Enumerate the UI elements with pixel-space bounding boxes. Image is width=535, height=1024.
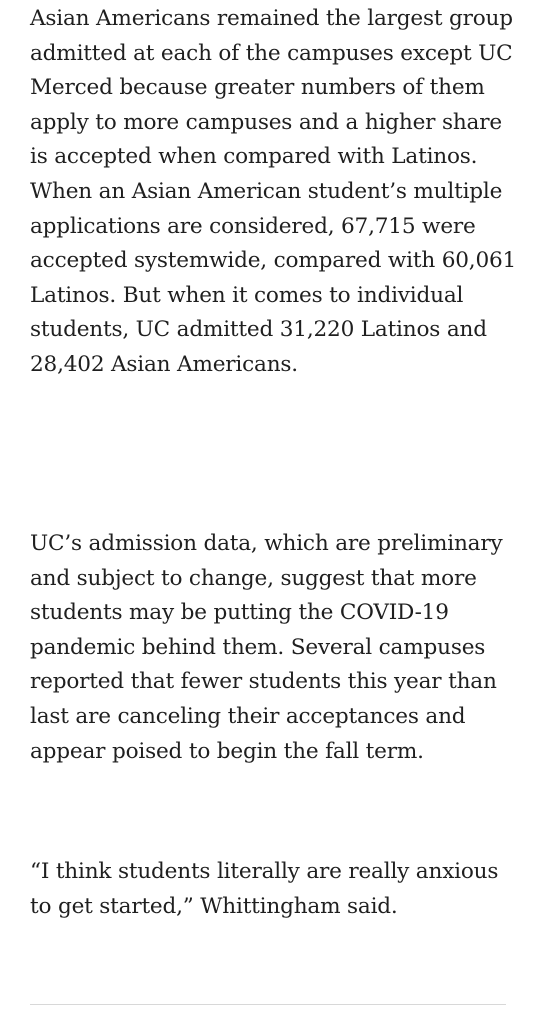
article-paragraph: UC’s admission data, which are preliminary and subject to change, suggest that more students may be putting the COVID-19 pandemic behind them. Several campuses reported that fewer students this year than last are canceling their acceptances and appear poised to begin the fall term. xyxy=(30,531,503,764)
article-paragraph: Asian Americans remained the largest group admitted at each of the campuses except UC Merced because greater numbers of them apply to more campuses and a higher share is accepted when compared with Latinos. When an Asian American student’s multiple applications are considered, 67,715 were accepted systemwide, compared with 60,061 Latinos. But when it comes to individual students, UC admitted 31,220 Latinos and 28,402 Asian Americans. xyxy=(30,6,517,377)
section-divider xyxy=(30,1004,506,1005)
article-paragraph: “I think students literally are really anxious to get started,” Whittingham said. xyxy=(30,859,499,919)
